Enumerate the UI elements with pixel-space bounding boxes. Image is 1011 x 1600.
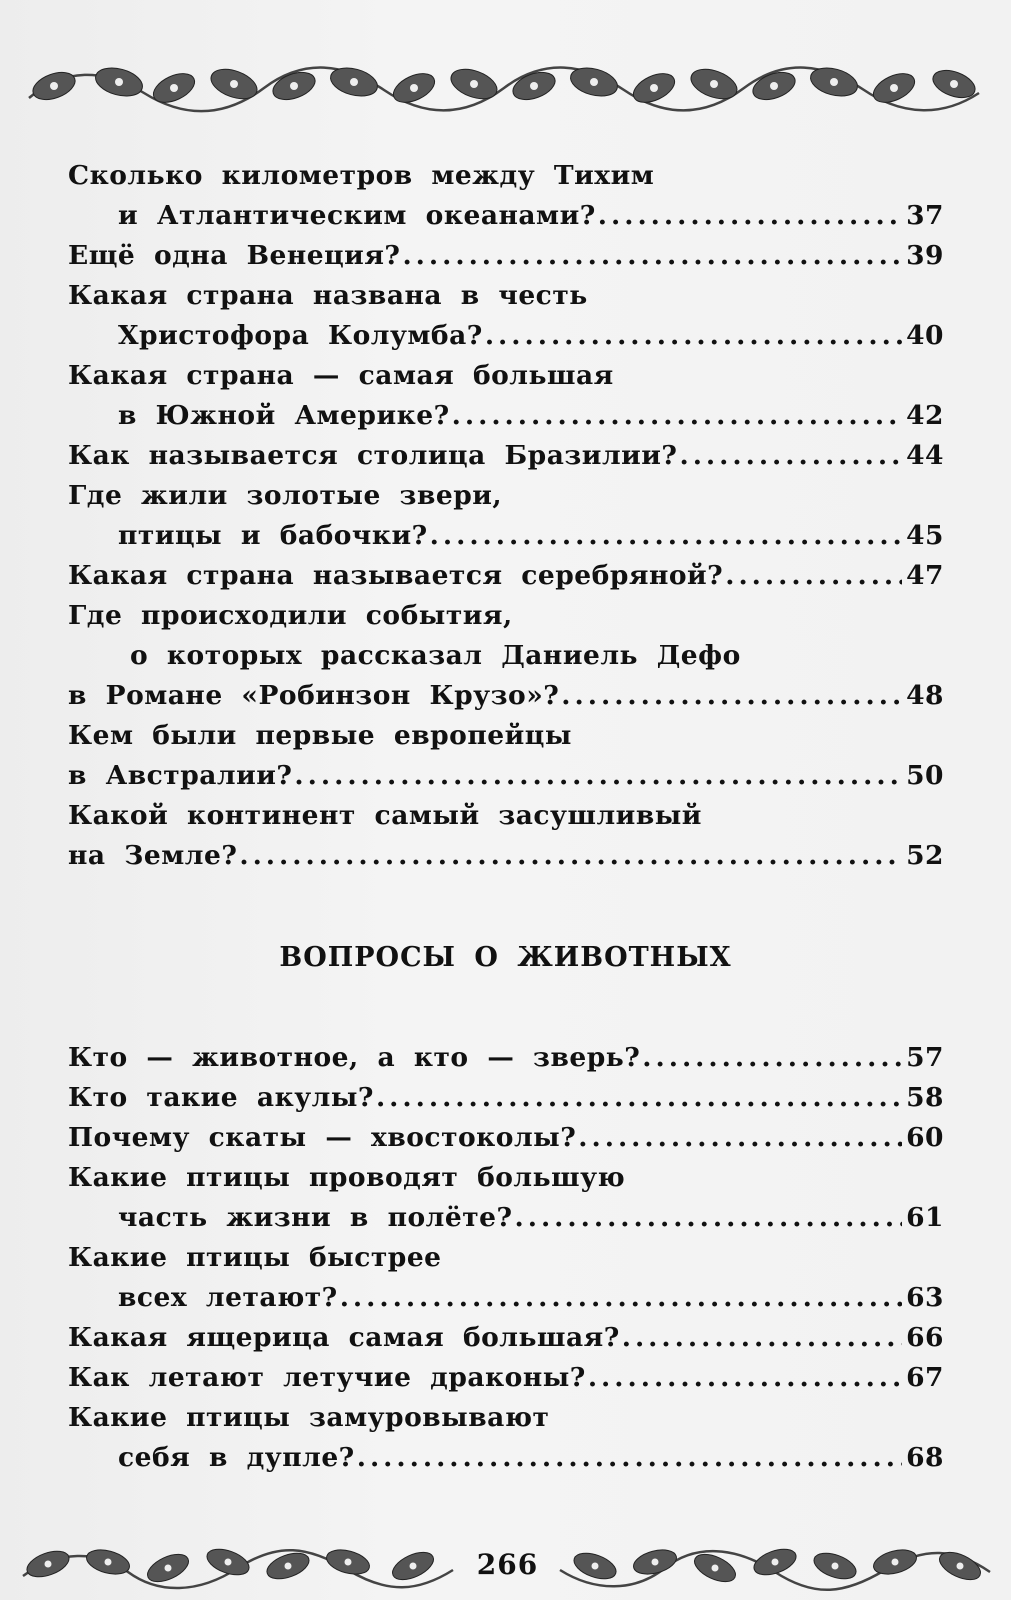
page-ref: 57 (906, 1042, 944, 1073)
bottom-right-floral-ornament (555, 1532, 995, 1600)
toc-entry-line (68, 1278, 944, 1318)
leader-dots (725, 556, 902, 596)
page-ref: 48 (906, 680, 944, 711)
toc-entry-line (68, 1318, 944, 1358)
entry-text: Как летают летучие драконы? (68, 1362, 586, 1393)
leader-dots (357, 1438, 902, 1478)
toc-entry-line (68, 796, 944, 836)
page-ref: 47 (906, 560, 944, 591)
leader-dots (598, 196, 902, 236)
toc-entry-line (68, 1038, 944, 1078)
leader-dots (578, 1118, 902, 1158)
entry-text: в Австралии? (68, 760, 293, 791)
entry-text: всех летают? (118, 1282, 338, 1313)
entry-text: Где жили золотые звери, (68, 480, 503, 511)
toc-entry-line (68, 476, 944, 516)
leader-dots (642, 1038, 902, 1078)
leader-dots (294, 756, 902, 796)
entry-text: в Романе «Робинзон Крузо»? (68, 680, 560, 711)
entry-text: в Южной Америке? (118, 400, 450, 431)
entry-text: Как называется столица Бразилии? (68, 440, 678, 471)
entry-text: Какой континент самый засушливый (68, 800, 702, 831)
page-ref: 39 (906, 240, 944, 271)
entry-text: Кто такие акулы? (68, 1082, 374, 1113)
leader-dots (561, 676, 902, 716)
toc-entry-line (68, 1398, 944, 1438)
toc-entry-line (68, 1438, 944, 1478)
entry-text: Какая страна — самая большая (68, 360, 614, 391)
page-ref: 45 (906, 520, 944, 551)
toc-entry-line (68, 436, 944, 476)
entry-text: Какая ящерица самая большая? (68, 1322, 620, 1353)
leader-dots (402, 236, 902, 276)
toc-entry-line (68, 756, 944, 796)
entry-text: о которых рассказал Даниель Дефо (130, 640, 741, 671)
entry-text: птицы и бабочки? (118, 520, 428, 551)
toc-entry-line (68, 276, 944, 316)
toc-entry-line (68, 316, 944, 356)
entry-text: Почему скаты — хвостоколы? (68, 1122, 577, 1153)
entry-text: Где происходили события, (68, 600, 513, 631)
toc-entry-line (68, 1198, 944, 1238)
page-ref: 52 (906, 840, 944, 871)
toc-entry-line (68, 1238, 944, 1278)
page-ref: 68 (906, 1442, 944, 1473)
toc-entry-line (68, 596, 944, 636)
leader-dots (430, 516, 902, 556)
leader-dots (622, 1318, 902, 1358)
toc-entry-line (68, 516, 944, 556)
page-ref: 58 (906, 1082, 944, 1113)
page-ref: 60 (906, 1122, 944, 1153)
toc-geography (68, 156, 944, 876)
toc-entry-line (68, 836, 944, 876)
page-ref: 61 (906, 1202, 944, 1233)
leader-dots (515, 1198, 903, 1238)
entry-text: Ещё одна Венеция? (68, 240, 401, 271)
bottom-left-floral-ornament (18, 1532, 458, 1600)
entry-text: и Атлантическим океанами? (118, 200, 596, 231)
entry-text: на Земле? (68, 840, 238, 871)
page-ref: 66 (906, 1322, 944, 1353)
entry-text: Какие птицы проводят большую (68, 1162, 626, 1193)
toc-entry-line (68, 156, 944, 196)
leader-dots (452, 396, 902, 436)
toc-entry-line (68, 396, 944, 436)
entry-text: часть жизни в полёте? (118, 1202, 513, 1233)
toc-entry-line (68, 676, 944, 716)
entry-text: Какие птицы быстрее (68, 1242, 442, 1273)
page-ref: 42 (906, 400, 944, 431)
leader-dots (485, 316, 902, 356)
page-ref: 37 (906, 200, 944, 231)
page-ref: 50 (906, 760, 944, 791)
top-floral-ornament (24, 48, 984, 126)
entry-text: Какая страна называется серебряной? (68, 560, 724, 591)
leader-dots (376, 1078, 902, 1118)
page-ref: 63 (906, 1282, 944, 1313)
entry-text: Сколько километров между Тихим (68, 160, 655, 191)
leader-dots (679, 436, 902, 476)
page-ref: 67 (906, 1362, 944, 1393)
leader-dots (239, 836, 902, 876)
toc-entry-line (68, 1358, 944, 1398)
entry-text: Какие птицы замуровывают (68, 1402, 550, 1433)
entry-text: Какая страна названа в честь (68, 280, 588, 311)
page-ref: 40 (906, 320, 944, 351)
leader-dots (340, 1278, 902, 1318)
entry-text: Христофора Колумба? (118, 320, 483, 351)
entry-text: себя в дупле? (118, 1442, 355, 1473)
entry-text: Кто — животное, а кто — зверь? (68, 1042, 641, 1073)
toc-entry-line (68, 716, 944, 756)
toc-animals (68, 1038, 944, 1478)
toc-entry-line (68, 1118, 944, 1158)
toc-entry-line (68, 196, 944, 236)
toc-entry-line (68, 236, 944, 276)
toc-entry-line (68, 1078, 944, 1118)
toc-entry-line (68, 1158, 944, 1198)
toc-entry-line (68, 356, 944, 396)
leader-dots (588, 1358, 902, 1398)
toc-entry-line (68, 556, 944, 596)
section-heading: ВОПРОСЫ О ЖИВОТНЫХ (279, 942, 732, 973)
page-number: 266 (476, 1548, 539, 1581)
toc-entry-line (68, 636, 944, 676)
entry-text: Кем были первые европейцы (68, 720, 572, 751)
page-ref: 44 (906, 440, 944, 471)
